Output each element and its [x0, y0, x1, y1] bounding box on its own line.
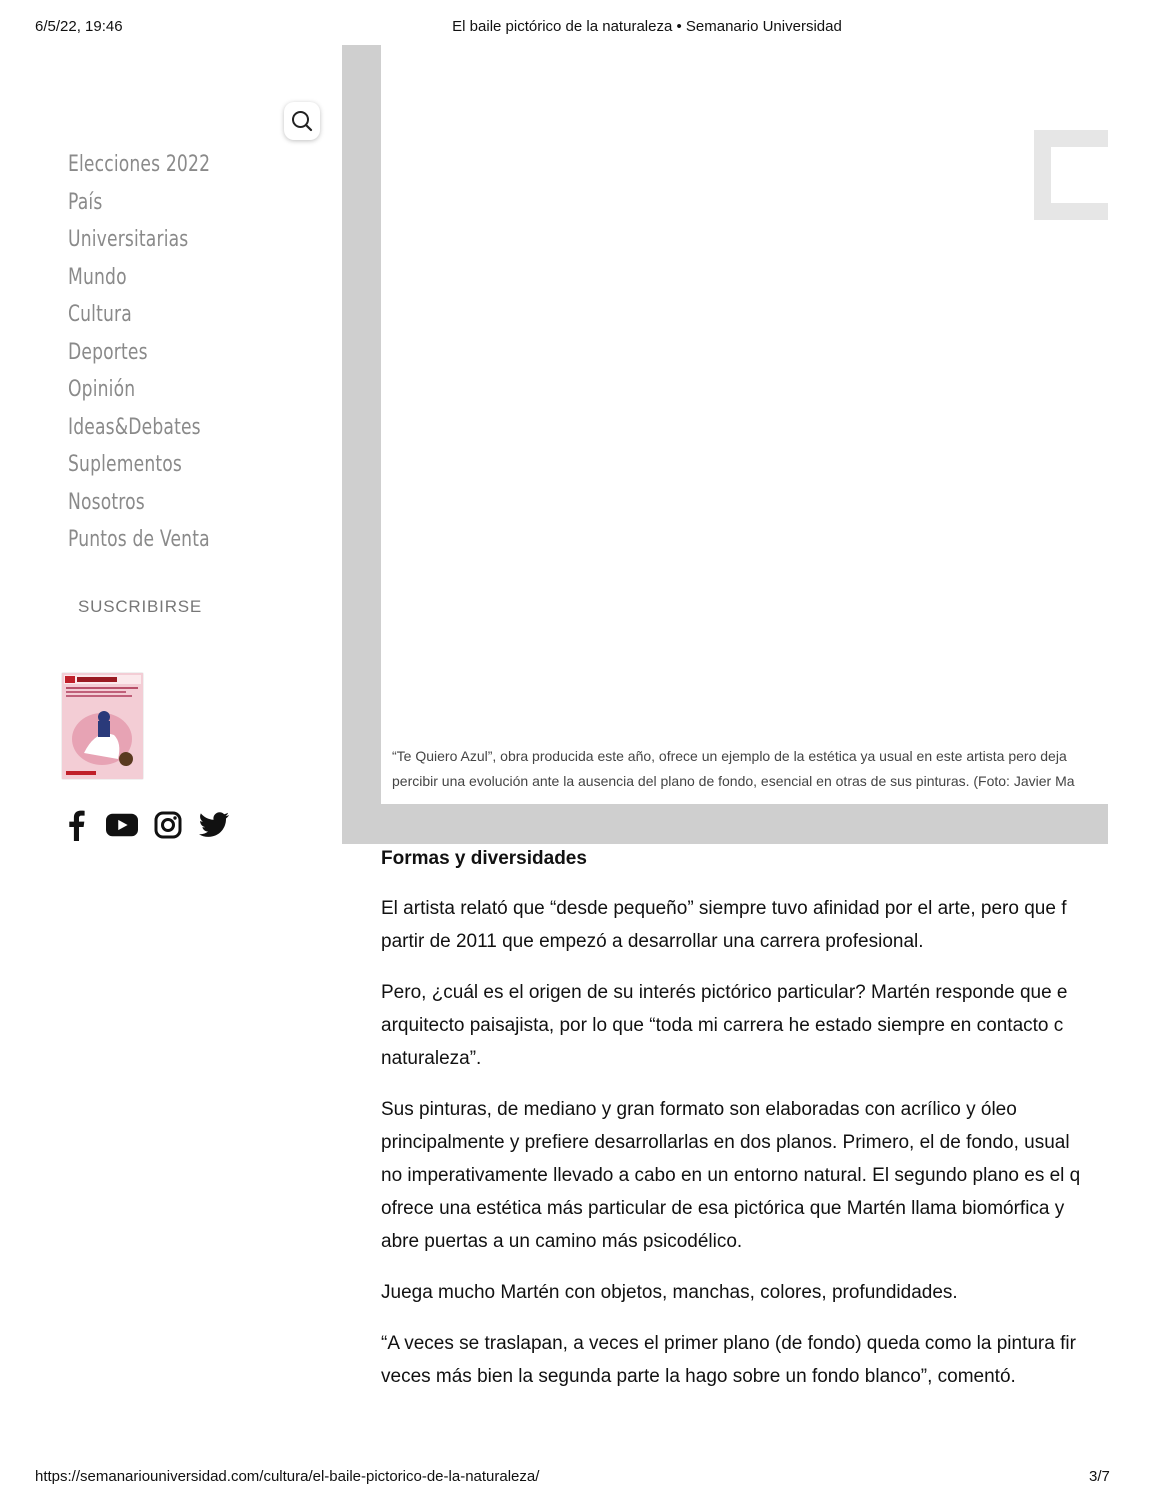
- nav-item-puntos-de-venta[interactable]: Puntos de Venta: [68, 527, 210, 552]
- paragraph: [381, 892, 1108, 958]
- figure-frame-left: [342, 45, 381, 844]
- print-url: https://semanariouniversidad.com/cultura/el-baile-pictorico-de-la-naturaleza/: [35, 1468, 540, 1485]
- paragraph: [381, 1276, 1108, 1309]
- caption-line: “Te Quiero Azul”, obra producida este año, ofrece un ejemplo de la estética ya usual en este artista pero deja: [392, 748, 1067, 764]
- paragraph: [381, 1093, 1108, 1258]
- newspaper-cover-thumbnail[interactable]: [62, 673, 143, 779]
- paragraph: [381, 976, 1108, 1075]
- print-page-number: 3/7: [1089, 1468, 1110, 1485]
- figure-caption: [392, 744, 1108, 794]
- paragraph-line: abre puertas a un camino más psicodélico.: [381, 1231, 743, 1252]
- nav-item-universitarias[interactable]: Universitarias: [68, 227, 189, 252]
- search-button[interactable]: [284, 102, 320, 140]
- paragraph-line: Juega mucho Martén con objetos, manchas, colores, profundidades.: [381, 1282, 958, 1303]
- nav-item-ideas-debates[interactable]: Ideas&Debates: [68, 414, 201, 440]
- paragraph-line: arquitecto paisajista, por lo que “toda mi carrera he estado siempre en contacto c: [381, 1015, 1064, 1036]
- paragraph-line: naturaleza”.: [381, 1048, 482, 1069]
- twitter-link[interactable]: [198, 808, 230, 842]
- nav-item-pais[interactable]: País: [68, 189, 103, 215]
- section-heading: Formas y diversidades: [381, 848, 587, 869]
- youtube-link[interactable]: [106, 808, 138, 842]
- nav-item-mundo[interactable]: Mundo: [68, 264, 127, 290]
- print-datetime: 6/5/22, 19:46: [35, 18, 123, 35]
- facebook-link[interactable]: [60, 808, 92, 842]
- social-links: [60, 808, 230, 842]
- instagram-icon: [154, 811, 182, 839]
- paragraph-line: principalmente y prefiere desarrollarlas en dos planos. Primero, el de fondo, usual: [381, 1132, 1070, 1153]
- paragraph-line: ofrece una estética más particular de esa pictórica que Martén llama biomórfica y: [381, 1198, 1065, 1219]
- nav-item-cultura[interactable]: Cultura: [68, 302, 132, 327]
- article-body: [381, 844, 1108, 1393]
- caption-line: percibir una evolución ante la ausencia del plano de fondo, esencial en otras de sus pinturas. (Foto: Javier Ma: [392, 773, 1075, 789]
- paragraph-line: partir de 2011 que empezó a desarrollar una carrera profesional.: [381, 931, 924, 952]
- paragraph-line: “A veces se traslapan, a veces el primer plano (de fondo) queda como la pintura fir: [381, 1333, 1076, 1354]
- nav-item-deportes[interactable]: Deportes: [68, 339, 148, 365]
- figure-frame-bottom: [342, 804, 1108, 844]
- paragraph-line: El artista relató que “desde pequeño” siempre tuvo afinidad por el arte, pero que f: [381, 898, 1067, 919]
- subscribe-link[interactable]: SUSCRIBIRSE: [78, 597, 203, 616]
- search-icon: [291, 110, 313, 132]
- youtube-icon: [106, 813, 138, 837]
- decorative-box-inner: [1051, 147, 1108, 203]
- nav-item-suplementos[interactable]: Suplementos: [68, 452, 183, 477]
- nav-item-opinion[interactable]: Opinión: [68, 377, 136, 402]
- paragraph-line: Sus pinturas, de mediano y gran formato son elaboradas con acrílico y óleo: [381, 1099, 1017, 1120]
- twitter-icon: [198, 812, 230, 838]
- facebook-icon: [66, 809, 86, 841]
- main-nav: [68, 146, 250, 559]
- nav-item-elecciones[interactable]: Elecciones 2022: [68, 152, 211, 177]
- instagram-link[interactable]: [152, 808, 184, 842]
- print-page-title: El baile pictórico de la naturaleza • Semanario Universidad: [452, 18, 842, 35]
- paragraph-line: Pero, ¿cuál es el origen de su interés pictórico particular? Martén responde que e: [381, 982, 1068, 1003]
- paragraph-line: veces más bien la segunda parte la hago sobre un fondo blanco”, comentó.: [381, 1366, 1016, 1387]
- nav-item-nosotros[interactable]: Nosotros: [68, 489, 145, 515]
- paragraph-line: no imperativamente llevado a cabo en un entorno natural. El segundo plano es el q: [381, 1165, 1081, 1186]
- paragraph: [381, 1327, 1108, 1393]
